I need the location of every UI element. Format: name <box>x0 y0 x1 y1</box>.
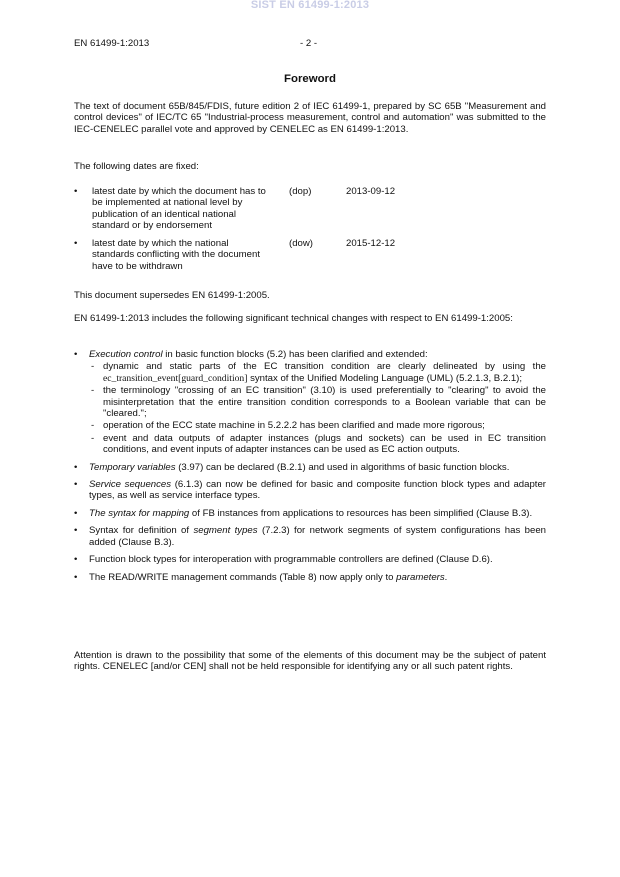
date-value: 2015-12-12 <box>346 238 396 249</box>
bullet-icon: • <box>74 461 78 473</box>
date-code: (dop) <box>289 186 312 197</box>
item-text: operation of the ECC state machine in 5.2.2.2 has been clarified and made more rigorous; <box>103 420 485 432</box>
header-doc-id: EN 61499-1:2013 <box>74 38 150 49</box>
list-item <box>74 572 546 583</box>
supersedes-paragraph: This document supersedes EN 61499-1:2005. <box>74 290 270 301</box>
dash-icon: - <box>91 420 95 432</box>
emphasis-term: segment types <box>193 525 258 537</box>
list-item <box>74 554 546 565</box>
item-text: (6.1.3) can now be defined for basic and composite function block types and adapter types, as well as service interface types. <box>89 479 546 502</box>
dash-icon: - <box>91 361 95 373</box>
code-syntax: ec_transition_event[guard_condition] <box>103 372 248 384</box>
date-description: latest date by which the document has to be implemented at national level by publication of an identical national standard or by endorsement <box>92 186 266 232</box>
dash-icon: - <box>91 385 95 397</box>
item-text: in basic function blocks (5.2) has been clarified and extended: <box>162 349 428 360</box>
bullet-icon: • <box>74 525 78 537</box>
dates-list <box>74 186 546 278</box>
bullet-icon: • <box>74 554 78 566</box>
item-text: event and data outputs of adapter instances (plugs and sockets) can be used in EC transition conditions, and event inputs of adapter instances can be used as EC action outputs. <box>103 432 546 456</box>
bullet-icon: • <box>74 479 78 491</box>
changes-list <box>74 349 546 589</box>
bullet-icon: • <box>74 349 78 360</box>
bullet-icon: • <box>74 571 78 583</box>
dates-intro: The following dates are fixed: <box>74 161 199 172</box>
page-title: Foreword <box>284 73 336 85</box>
date-description: latest date by which the national standards conflicting with the document have to be withdrawn <box>92 238 260 272</box>
list-item <box>74 349 546 456</box>
sub-list-item <box>89 361 546 384</box>
date-row-dow <box>74 238 546 278</box>
watermark: SIST EN 61499-1:2013 <box>250 0 370 11</box>
emphasis-term: The syntax for mapping <box>89 507 190 519</box>
sub-list-item <box>89 420 546 431</box>
list-item <box>74 508 546 519</box>
changes-intro: EN 61499-1:2013 includes the following significant technical changes with respect to EN 61499-1:2005: <box>74 313 513 324</box>
item-text: . <box>444 571 448 583</box>
date-code: (dow) <box>289 238 313 249</box>
item-text: (3.97) can be declared (B.2.1) and used in algorithms of basic function blocks. <box>175 461 510 473</box>
emphasis-term: parameters <box>396 571 445 583</box>
item-text: dynamic and static parts of the EC transition condition are clearly delineated by using the <box>103 361 546 373</box>
date-value: 2013-09-12 <box>346 186 396 197</box>
emphasis-term: Execution control <box>89 349 163 360</box>
emphasis-term: Service sequences <box>89 479 172 491</box>
bullet-icon: • <box>74 238 78 249</box>
attention-paragraph: Attention is drawn to the possibility that some of the elements of this document may be the subject of patent rights. CENELEC [and/or CEN] shall not be held responsible for identifying any or all such patent rights. <box>74 650 546 673</box>
item-text: syntax of the Unified Modeling Language (UML) (5.2.1.3, B.2.1); <box>247 372 523 384</box>
list-item <box>74 462 546 473</box>
sub-list-item <box>89 433 546 456</box>
list-item <box>74 479 546 502</box>
emphasis-term: Temporary variables <box>89 461 176 473</box>
item-text: Function block types for interoperation with programmable controllers are defined (Clause D.6). <box>89 554 493 566</box>
item-text: The READ/WRITE management commands (Table 8) now apply only to <box>89 571 397 583</box>
item-text: Syntax for definition of <box>89 525 194 537</box>
sub-list-item <box>89 385 546 419</box>
intro-paragraph: The text of document 65B/845/FDIS, future edition 2 of IEC 61499-1, prepared by SC 65B "Measurement and control devices" of IEC/TC 65 "Industrial-process measurement, control and automation" was submitted to the IEC-CENELEC parallel vote and approved by CENELEC as EN 61499-1:2013. <box>74 101 546 135</box>
date-row-dop <box>74 186 546 238</box>
list-item <box>74 525 546 548</box>
bullet-icon: • <box>74 507 78 519</box>
header-page-number: - 2 - <box>300 38 318 49</box>
item-text: the terminology "crossing of an EC transition" (3.10) is used preferentially to "clearing" to avoid the misinterpretation that the entire transition condition corresponds to a Boolean variable that can be "cleared."; <box>103 385 546 420</box>
bullet-icon: • <box>74 186 78 197</box>
dash-icon: - <box>91 432 95 444</box>
item-text: (7.2.3) for network segments of system configurations has been added (Clause B.3). <box>89 525 546 548</box>
item-text: of FB instances from applications to resources has been simplified (Clause B.3). <box>189 507 533 519</box>
